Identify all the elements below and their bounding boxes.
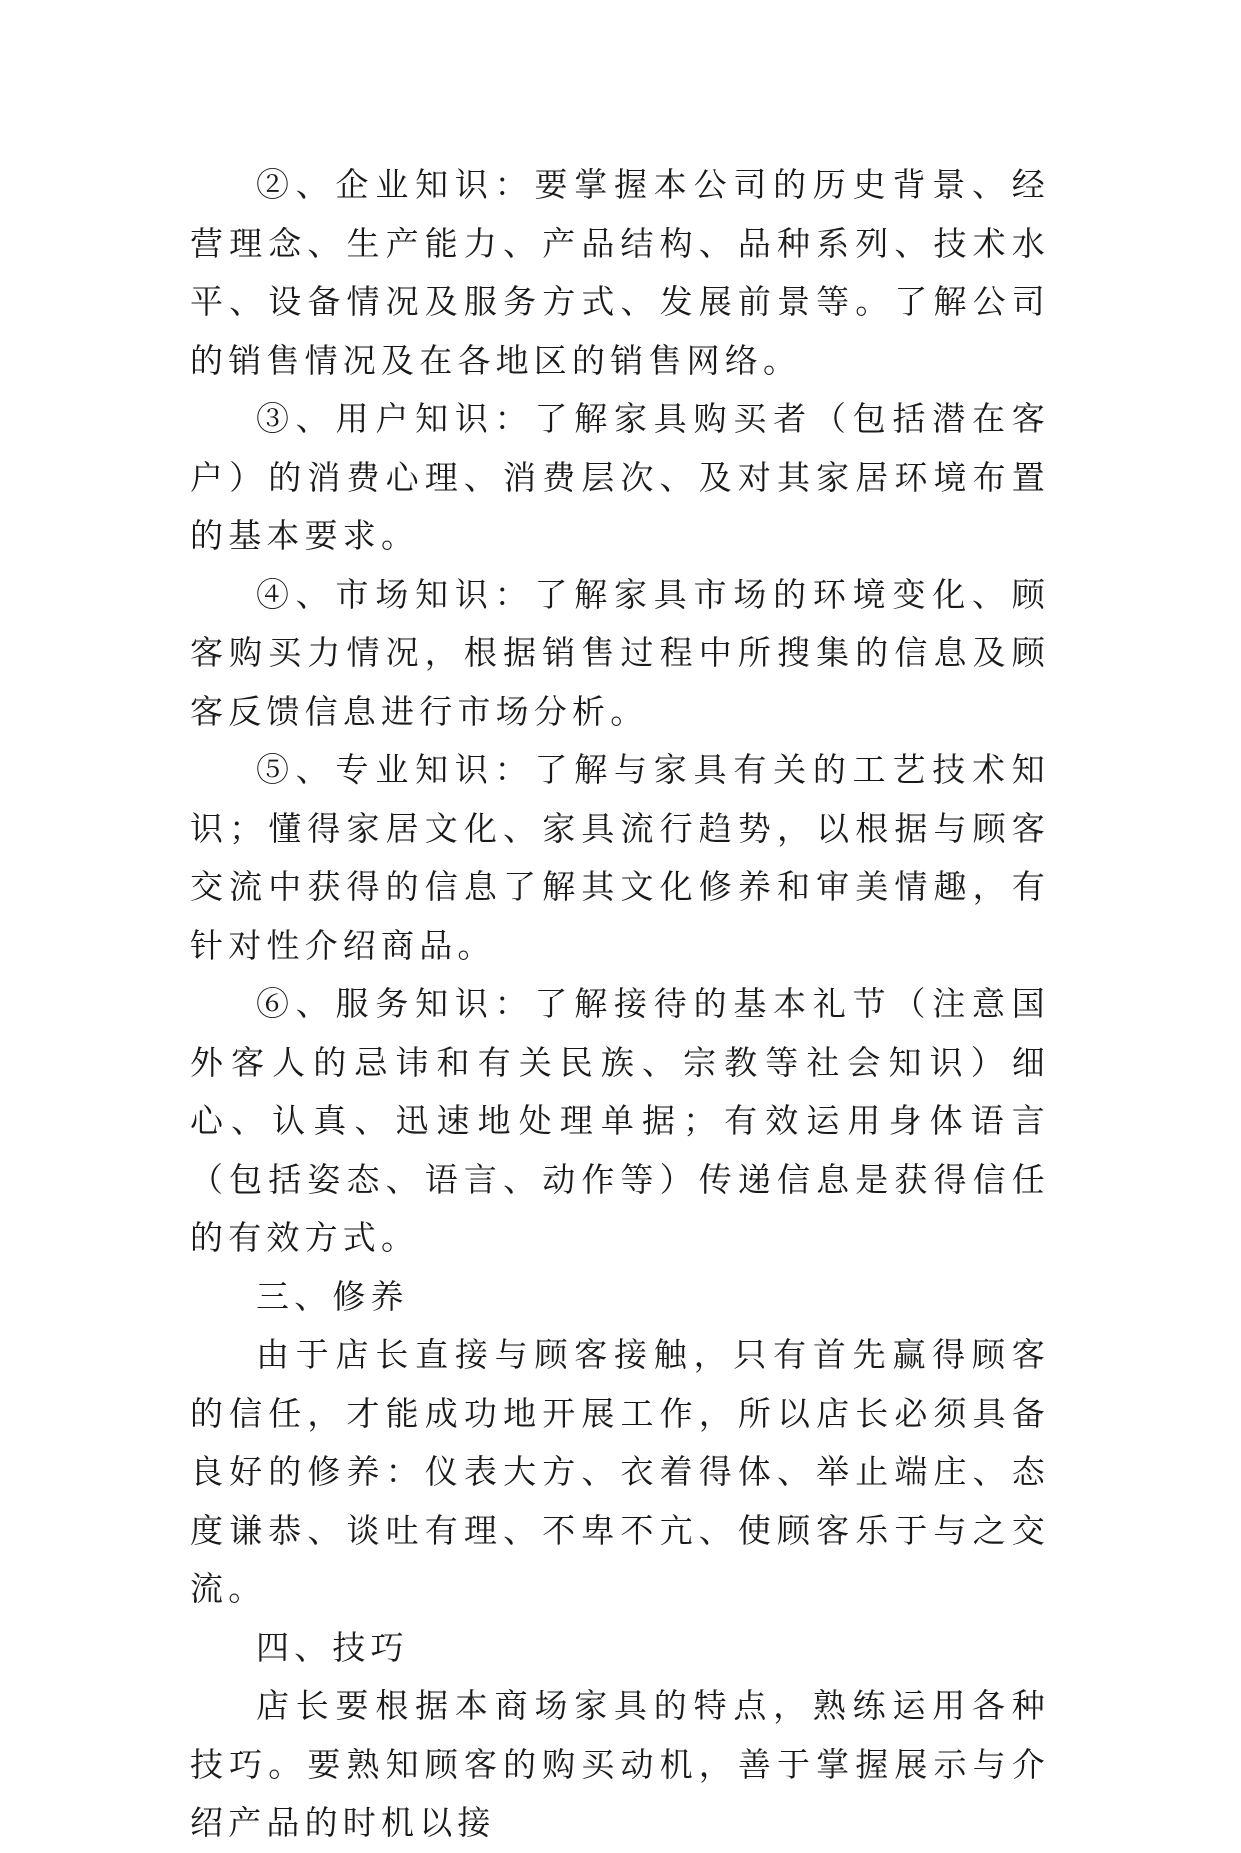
document-page — [190, 156, 1050, 1853]
paragraph-professional-knowledge: ⑤、专业知识：了解与家具有关的工艺技术知识；懂得家居文化、家具流行趋势，以根据与顾客交流中获得的信息了解其文化修养和审美情趣，有针对性介绍商品。 — [190, 750, 1050, 965]
paragraph-skills: 店长要根据本商场家具的特点，熟练运用各种技巧。要熟知顾客的购买动机，善于掌握展示与介绍产品的时机以接 — [190, 1686, 1050, 1842]
section-heading-cultivation: 三、修养 — [256, 1276, 409, 1316]
paragraph-service-knowledge: ⑥、服务知识：了解接待的基本礼节（注意国外客人的忌讳和有关民族、宗教等社会知识）细心、认真、迅速地处理单据；有效运用身体语言（包括姿态、语言、动作等）传递信息是获得信任的有效方式。 — [190, 984, 1050, 1257]
paragraph-cultivation: 由于店长直接与顾客接触，只有首先赢得顾客的信任，才能成功地开展工作，所以店长必须具备良好的修养：仪表大方、衣着得体、举止端庄、态度谦恭、谈吐有理、不卑不亢、使顾客乐于与之交流。 — [190, 1335, 1050, 1608]
paragraph-market-knowledge: ④、市场知识：了解家具市场的环境变化、顾客购买力情况，根据销售过程中所搜集的信息及顾客反馈信息进行市场分析。 — [190, 574, 1050, 731]
paragraph-enterprise-knowledge: ②、企业知识：要掌握本公司的历史背景、经营理念、生产能力、产品结构、品种系列、技术水平、设备情况及服务方式、发展前景等。了解公司的销售情况及在各地区的销售网络。 — [190, 165, 1050, 380]
section-heading-skills: 四、技巧 — [256, 1627, 409, 1667]
paragraph-user-knowledge: ③、用户知识：了解家具购买者（包括潜在客户）的消费心理、消费层次、及对其家居环境布置的基本要求。 — [190, 399, 1050, 555]
